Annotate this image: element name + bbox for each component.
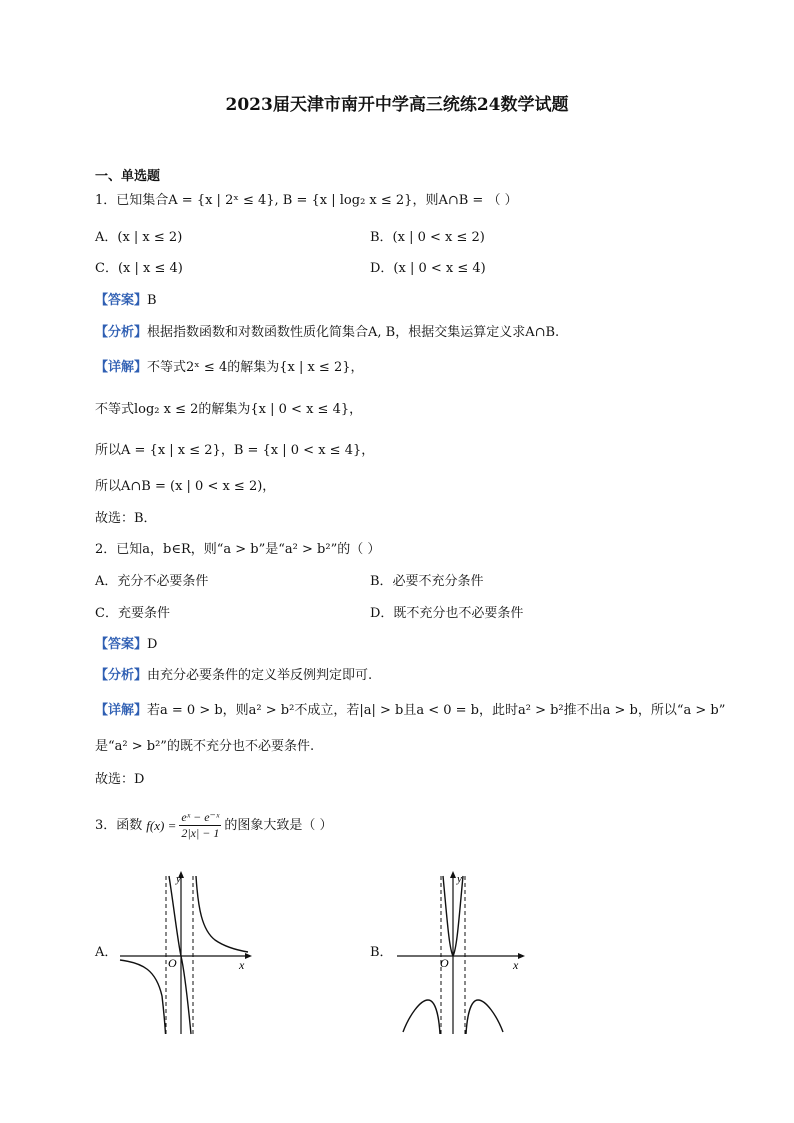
- x-axis-arrow-icon: [245, 953, 252, 959]
- q3-numerator: eˣ − e⁻ˣ: [181, 810, 220, 824]
- q2-option-c: C．充要条件: [95, 606, 170, 621]
- q1-analysis-line: [95, 324, 559, 342]
- q2-option-a: A．充分不必要条件: [95, 574, 209, 589]
- graph-a-label: A．: [95, 945, 118, 960]
- q1-option-b: B．(x | 0 < x ≤ 2): [370, 230, 485, 245]
- x-axis-arrow-icon: [518, 953, 525, 959]
- y-axis-arrow-icon: [450, 871, 456, 878]
- q2-analysis-line: [95, 667, 372, 685]
- analysis-tag: 【分析】: [95, 668, 148, 683]
- q3-stem-suffix: 的图象大致是（ ）: [224, 817, 333, 833]
- graph-a: [118, 868, 258, 1036]
- q1-option-c: C．(x | x ≤ 4): [95, 261, 183, 276]
- q2-detail-3: 故选：D: [95, 772, 145, 787]
- analysis-tag: 【分析】: [95, 325, 148, 340]
- curve-left-branch: [403, 1000, 440, 1034]
- q1-detail-4: 所以A∩B = (x | 0 < x ≤ 2)，: [95, 479, 276, 494]
- q3-fraction: [179, 810, 221, 841]
- q2-stem: 2．已知a，b∈R，则“a > b”是“a² > b²”的（ ）: [95, 542, 381, 557]
- q2-option-d: D．既不充分也不必要条件: [370, 606, 524, 621]
- q1-option-d: D．(x | 0 < x ≤ 4): [370, 261, 486, 276]
- x-label: x: [239, 958, 245, 972]
- x-label: x: [513, 958, 519, 972]
- q3-stem-prefix: 3．函数: [95, 817, 143, 833]
- q1-stem: 1．已知集合A = {x | 2ˣ ≤ 4}, B = {x | log₂ x ≤ 2}，则A∩B = （ ）: [95, 193, 518, 208]
- graph-b: [395, 868, 535, 1036]
- q1-option-a: A．(x | x ≤ 2): [95, 230, 183, 245]
- q3-denominator: 2|x| − 1: [181, 826, 220, 840]
- section-heading: 一、单选题: [95, 169, 161, 184]
- q1-detail-1: 不等式2ˣ ≤ 4的解集为{x | x ≤ 2}，: [147, 360, 364, 375]
- curve-middle-branch: [169, 876, 191, 1034]
- q3-func-name: f(x) =: [146, 817, 177, 833]
- detail-tag: 【详解】: [95, 360, 148, 375]
- detail-tag: 【详解】: [95, 703, 148, 718]
- q1-detail-2: 不等式log₂ x ≤ 2的解集为{x | 0 < x ≤ 4}，: [95, 402, 363, 417]
- q1-analysis: 根据指数函数和对数函数性质化简集合A, B，根据交集运算定义求A∩B.: [147, 325, 560, 340]
- y-label: y: [176, 873, 181, 885]
- q2-detail-1: 若a = 0 > b，则a² > b²不成立，若|a| > b且a < 0 = b，此时a² > b²推不出a > b，所以“a > b”: [147, 703, 726, 718]
- q2-answer-line: [95, 636, 157, 654]
- curve-left-branch: [120, 960, 166, 1034]
- q2-detail-2: 是“a² > b²”的既不充分也不必要条件.: [95, 739, 315, 754]
- curve-right-branch: [466, 1000, 503, 1034]
- q1-answer: B: [147, 293, 157, 308]
- curve-right-branch: [196, 876, 248, 952]
- q2-answer: D: [147, 637, 158, 652]
- graph-b-label: B．: [370, 945, 393, 960]
- q1-detail-3: 所以A = {x | x ≤ 2}，B = {x | 0 < x ≤ 4}，: [95, 443, 375, 458]
- answer-tag: 【答案】: [95, 637, 148, 652]
- q1-detail-5: 故选：B．: [95, 511, 157, 526]
- q2-option-b: B．必要不充分条件: [370, 574, 484, 589]
- origin-label: O: [168, 956, 177, 970]
- q2-detail-line: [95, 702, 725, 720]
- q1-answer-line: [95, 292, 157, 310]
- answer-tag: 【答案】: [95, 293, 148, 308]
- page-title: 2023届天津市南开中学高三统练24数学试题: [225, 95, 569, 115]
- origin-label: O: [440, 956, 449, 970]
- q2-analysis: 由充分必要条件的定义举反例判定即可.: [147, 668, 373, 683]
- q1-detail-line: [95, 359, 364, 377]
- q3-stem: [95, 810, 333, 841]
- y-label: y: [457, 873, 462, 885]
